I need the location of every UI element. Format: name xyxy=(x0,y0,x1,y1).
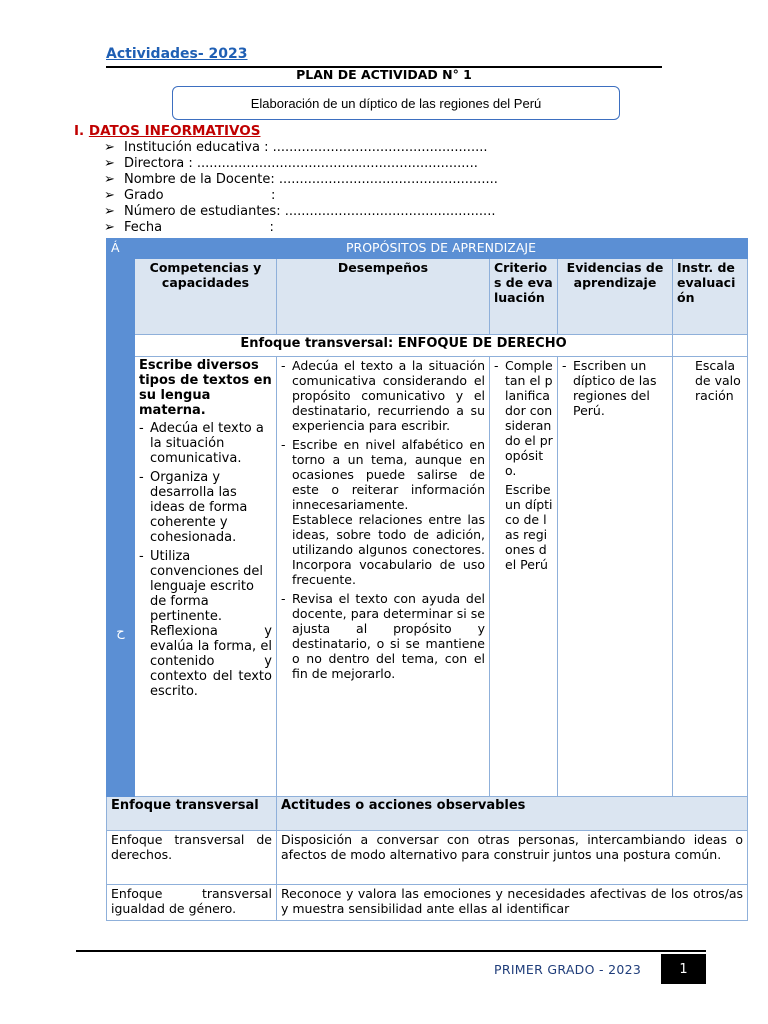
performance-cell xyxy=(277,357,490,797)
performance-extra: Establece relaciones entre las ideas, sobre todo de adición, utilizando algunos conectores. Incorpora vocabulario de uso frecuente. xyxy=(292,512,485,587)
performance-item: - Escribe en nivel alfabético en torno a un tema, aunque en ocasiones puede salirse de este o reiterar información innecesariamente. xyxy=(281,437,485,512)
col-header: Criterios de evaluación xyxy=(490,259,558,335)
performance-item: - Adecúa el texto a la situación comunicativa considerando el propósito comunicativo y el destinatario, recurriendo a su experiencia para escribir. xyxy=(281,358,485,433)
attitude-enfoque: Enfoque transversal de derechos. xyxy=(107,831,277,885)
attitudes-header-left: Enfoque transversal xyxy=(107,797,277,831)
arrow-bullet-icon: ➢ xyxy=(104,188,115,203)
criteria-extra: Escribe un díptico de las regiones del Perú xyxy=(505,482,553,572)
section-label: DATOS INFORMATIVOS xyxy=(88,123,261,139)
info-item: ➢ Directora : .................................................................... xyxy=(104,156,478,171)
capacity-item: - Utiliza convenciones del lenguaje escrito de forma pertinente. xyxy=(139,549,272,624)
purposes-header: PROPÓSITOS DE APRENDIZAJE xyxy=(135,239,748,259)
info-item: ➢ Institución educativa : .................................................... xyxy=(104,140,488,155)
arrow-bullet-icon: ➢ xyxy=(104,172,115,187)
col-header: Evidencias de aprendizaje xyxy=(558,259,673,335)
performance-item: - Revisa el texto con ayuda del docente, para determinar si se ajusta al propósito y destinatario, o si se mantiene o no dentro del tema, con el fin de mejorarlo. xyxy=(281,591,485,681)
arrow-bullet-icon: ➢ xyxy=(104,204,115,219)
competence-title: Escribe diversos tipos de textos en su lengua materna. xyxy=(139,358,272,418)
instrument-text: Escala de valoración xyxy=(695,358,741,403)
evidence-item: - Escriben un díptico de las regiones del Perú. xyxy=(562,358,668,418)
purposes-table xyxy=(106,238,748,921)
attitude-accion: Disposición a conversar con otras personas, intercambiando ideas o afectos de modo alternativo para construir juntos una postura común. xyxy=(277,831,748,885)
page-number: 1 xyxy=(661,954,706,984)
section-number: I. xyxy=(74,123,85,139)
col-header: Instr. de evaluación xyxy=(673,259,748,335)
criteria-cell xyxy=(490,357,558,797)
plan-title: PLAN DE ACTIVIDAD N° 1 xyxy=(296,67,472,82)
topic-box: Elaboración de un díptico de las regiones del Perú xyxy=(172,86,620,120)
header-link[interactable]: Actividades- 2023 xyxy=(106,46,248,62)
attitudes-header-right: Actitudes o acciones observables xyxy=(277,797,748,831)
enfoque-row: Enfoque transversal: ENFOQUE DE DERECHO xyxy=(135,335,673,357)
area-symbol: ح xyxy=(116,625,125,640)
footer-rule xyxy=(76,950,706,952)
arrow-bullet-icon: ➢ xyxy=(104,156,115,171)
capacity-item: - Organiza y desarrolla las ideas de forma coherente y cohesionada. xyxy=(139,470,272,545)
info-item: ➢ Grado : xyxy=(104,188,276,203)
section-title xyxy=(74,123,260,139)
info-item: ➢ Número de estudiantes: ................................................... xyxy=(104,204,496,219)
attitude-accion: Reconoce y valora las emociones y necesidades afectivas de los otros/as y muestra sensibilidad ante ellas al identificar xyxy=(277,885,748,921)
capacity-item: - Adecúa el texto a la situación comunicativa. xyxy=(139,421,272,466)
area-header: Á xyxy=(107,239,135,259)
arrow-bullet-icon: ➢ xyxy=(104,220,115,235)
footer-text: PRIMER GRADO - 2023 xyxy=(494,962,642,977)
competence-cell xyxy=(135,357,277,797)
attitude-enfoque: Enfoque transversal igualdad de género. xyxy=(107,885,277,921)
col-header: Competencias y capacidades xyxy=(135,259,277,335)
col-header: Desempeños xyxy=(277,259,490,335)
enfoque-empty xyxy=(673,335,748,357)
instrument-cell xyxy=(673,357,748,797)
capacity-extra: Reflexiona y evalúa la forma, el contenido y contexto del texto escrito. xyxy=(150,624,272,699)
evidence-cell xyxy=(558,357,673,797)
criteria-item: - Completan el planificador considerando el propósito. xyxy=(494,358,553,478)
arrow-bullet-icon: ➢ xyxy=(104,140,115,155)
info-item: ➢ Nombre de la Docente: ..................................................... xyxy=(104,172,498,187)
info-item: ➢ Fecha : xyxy=(104,220,274,235)
area-cell xyxy=(107,259,135,797)
